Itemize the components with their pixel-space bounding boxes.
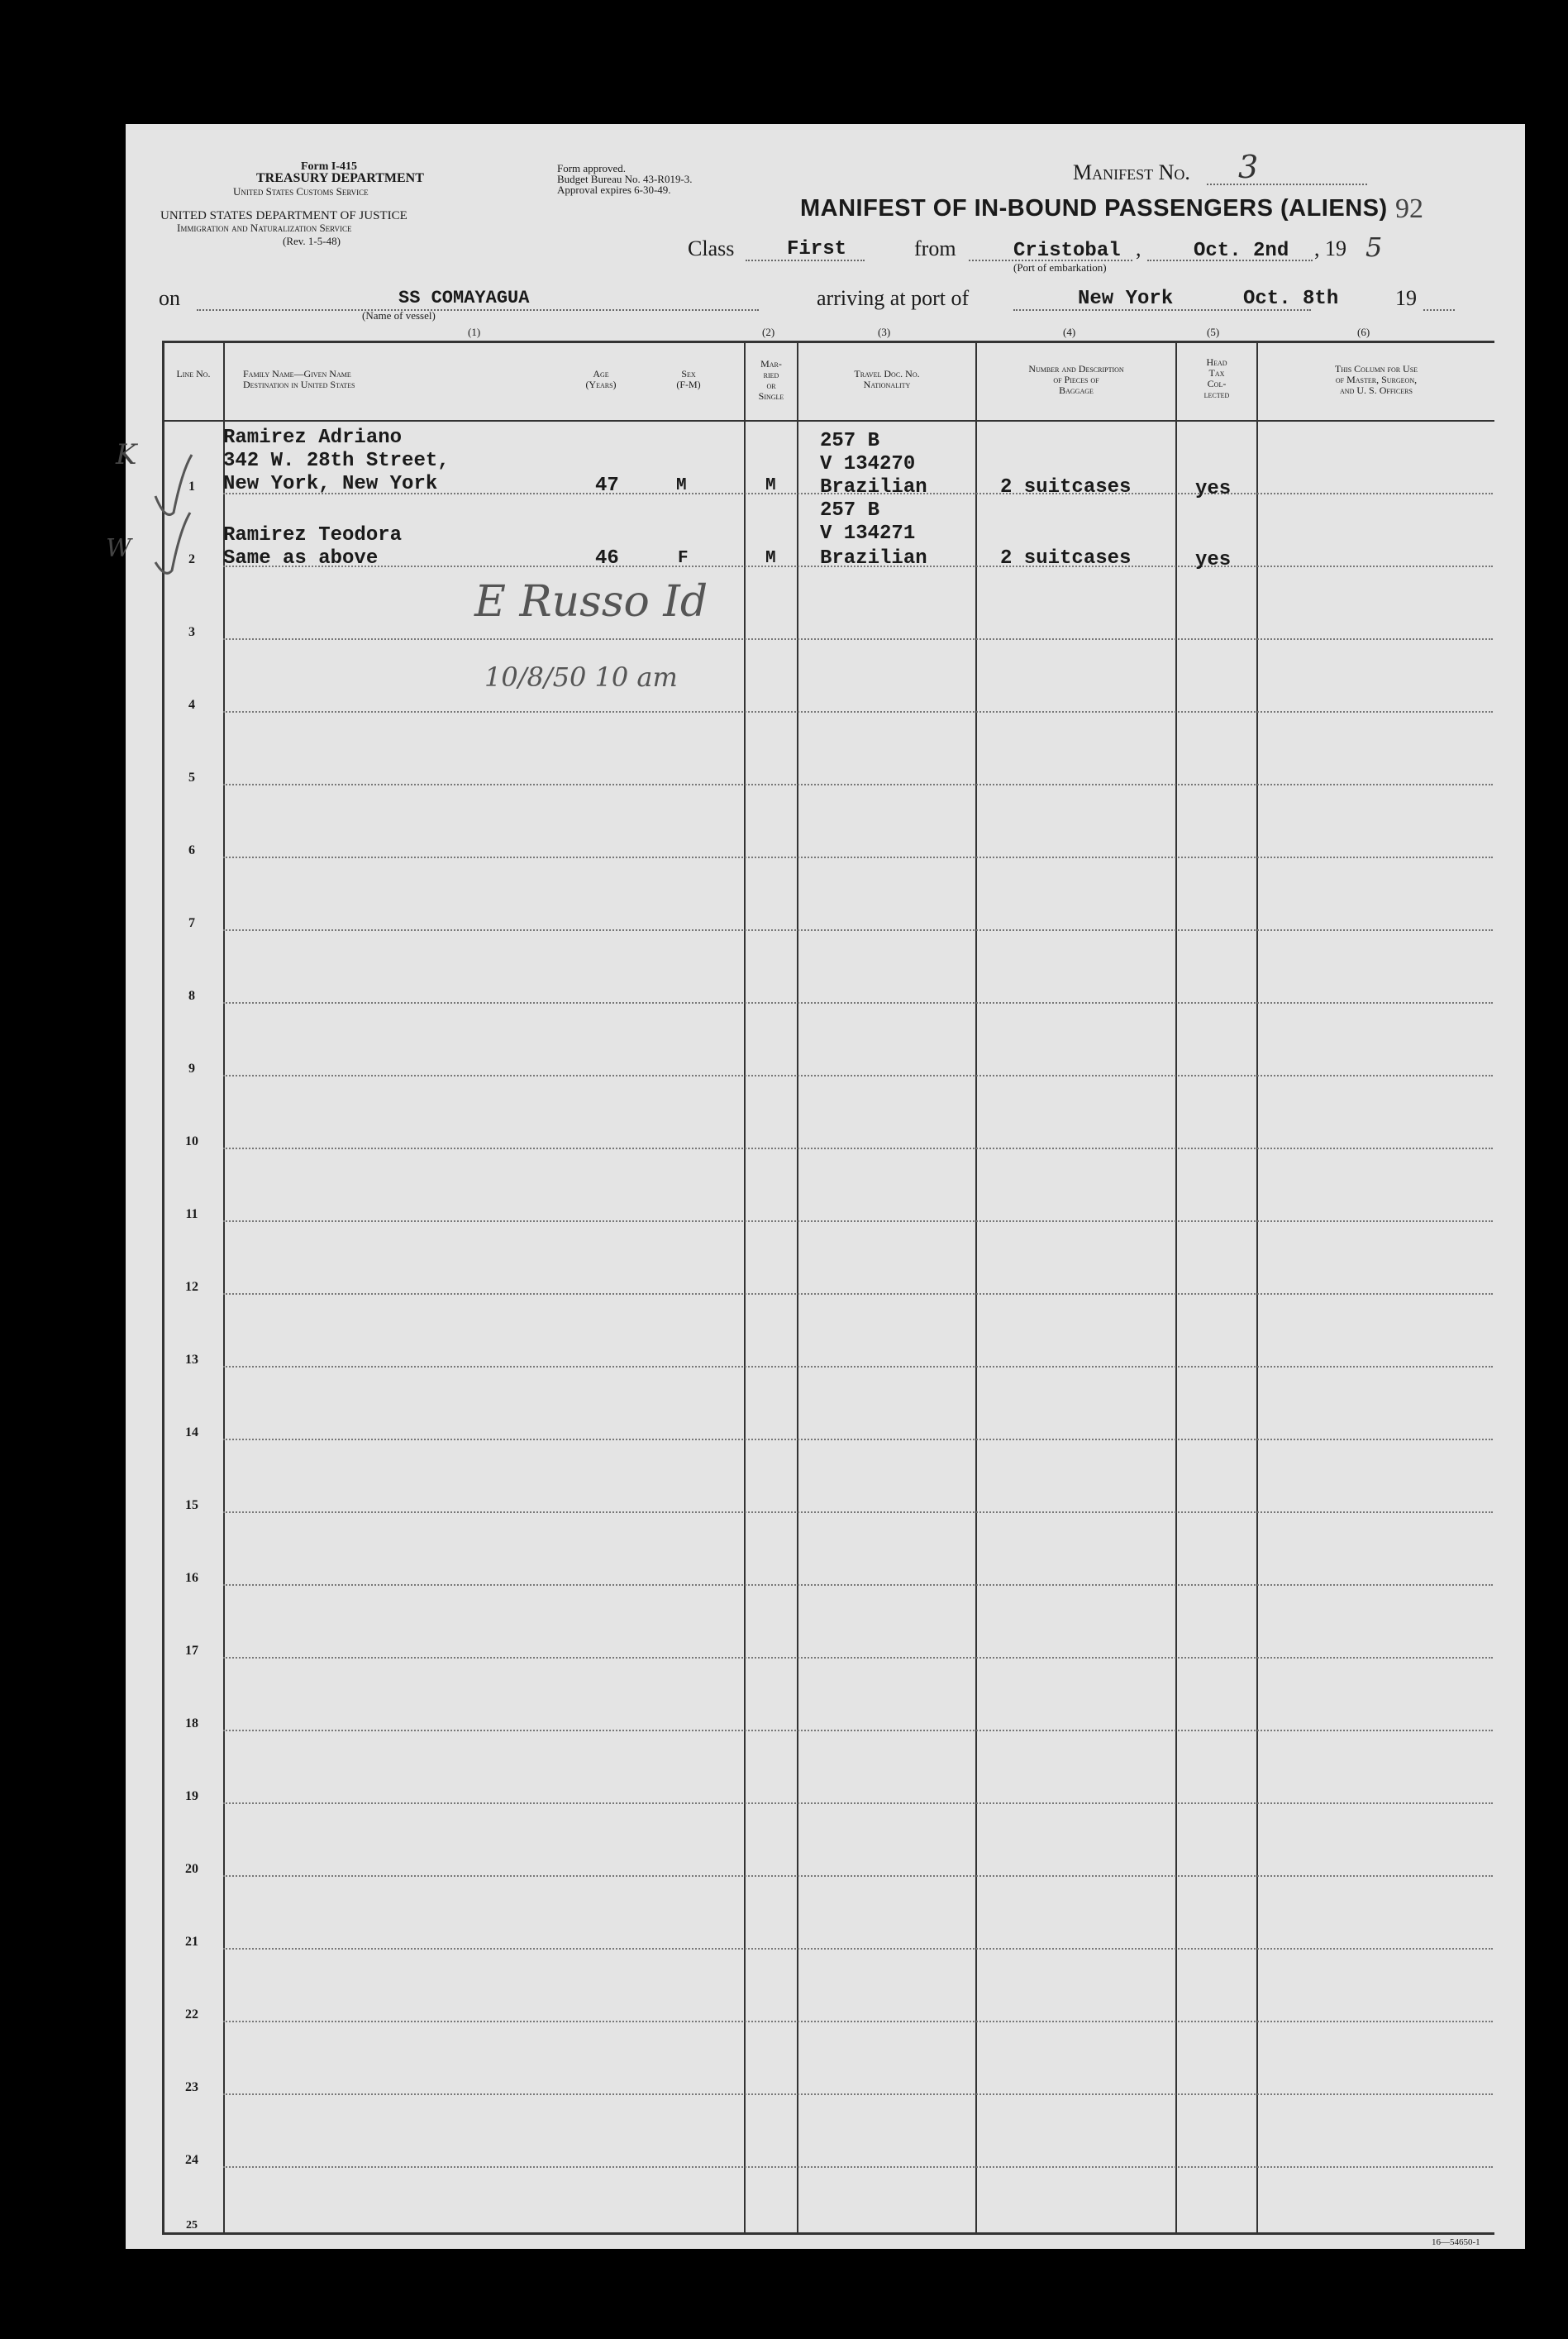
arrival-port: New York xyxy=(1078,288,1174,310)
margin-mark-k: K xyxy=(116,438,137,471)
passenger-2-name: Ramirez Teodora xyxy=(223,524,403,547)
page-number: 92 xyxy=(1395,193,1423,224)
column-header-officers: This Column for Use of Master, Surgeon, and U. S. Officers xyxy=(1334,363,1418,396)
manifest-no-label: Manifest No. xyxy=(1073,160,1190,184)
column-number: (4) xyxy=(1063,326,1076,338)
passenger-1-marital: M xyxy=(765,476,776,495)
passenger-1-doc-number: V 134270 xyxy=(820,453,916,475)
column-header-sex: Sex (F-M) xyxy=(676,368,701,390)
punch-hole xyxy=(89,1776,129,1816)
line-number: 18 xyxy=(185,1716,198,1730)
line-number: 21 xyxy=(185,1935,198,1949)
column-header-married: Mar- ried or Single xyxy=(758,358,784,402)
passenger-2-head-tax: yes xyxy=(1195,549,1232,571)
line-number: 5 xyxy=(188,771,195,785)
line-number: 12 xyxy=(185,1280,198,1294)
form-number: Form I-415 xyxy=(301,160,358,173)
punch-hole xyxy=(89,1561,129,1601)
column-header-name: Family Name—Given Name Destination in United States xyxy=(243,368,355,390)
departure-date: Oct. 2nd xyxy=(1194,240,1289,262)
line-number: 13 xyxy=(185,1353,198,1367)
line-number: 20 xyxy=(185,1862,198,1876)
embarkation-port: Cristobal xyxy=(1013,240,1121,262)
punch-hole xyxy=(89,170,129,210)
column-header-baggage: Number and Description of Pieces of Baggage xyxy=(1028,363,1124,396)
passenger-2-doc-series: 257 B xyxy=(820,499,880,522)
justice-department: UNITED STATES DEPARTMENT OF JUSTICE xyxy=(160,209,407,222)
approval-line-1: Form approved. xyxy=(557,162,627,174)
line-number: 3 xyxy=(188,625,195,639)
passenger-1-address: 342 W. 28th Street, xyxy=(223,450,450,472)
passenger-1-baggage: 2 suitcases xyxy=(1000,476,1132,499)
revision-date: (Rev. 1-5-48) xyxy=(283,235,341,247)
column-header-head-tax: Head Tax Col- lected xyxy=(1203,356,1230,400)
on-label: on xyxy=(159,286,180,310)
line-number: 14 xyxy=(185,1425,198,1439)
arriving-label: arriving at port of xyxy=(817,286,970,310)
inspector-signature: E Russo Id xyxy=(474,577,708,627)
class-label: Class xyxy=(688,236,735,260)
column-number: (6) xyxy=(1357,326,1370,338)
line-number: 2 xyxy=(188,552,195,566)
line-number: 19 xyxy=(185,1789,198,1803)
departure-year-suffix: 5 xyxy=(1365,232,1383,263)
departure-year-prefix: , 19 xyxy=(1314,236,1346,260)
column-number: (1) xyxy=(468,326,481,338)
punch-hole xyxy=(89,304,129,344)
approval-line-2: Budget Bureau No. 43-R019-3. xyxy=(557,173,693,185)
approval-line-3: Approval expires 6-30-49. xyxy=(557,184,671,196)
punch-hole xyxy=(89,1688,129,1728)
vessel-name: SS COMAYAGUA xyxy=(398,288,530,308)
margin-check-marks xyxy=(149,438,198,579)
line-number: 24 xyxy=(185,2153,198,2167)
line-number: 15 xyxy=(185,1498,198,1512)
punch-hole xyxy=(89,828,129,868)
passenger-1-city: New York, New York xyxy=(223,473,438,495)
punch-hole xyxy=(89,2075,129,2115)
page-title: MANIFEST OF IN-BOUND PASSENGERS (ALIENS) xyxy=(800,195,1388,222)
arrival-year: 19 xyxy=(1395,286,1417,310)
punch-hole xyxy=(89,2203,129,2242)
department-name: TREASURY DEPARTMENT xyxy=(256,171,424,185)
column-number: (3) xyxy=(878,326,891,338)
passenger-2-sex: F xyxy=(678,549,689,568)
passenger-1-sex: M xyxy=(676,476,687,495)
line-number: 23 xyxy=(185,2080,198,2094)
line-number: 11 xyxy=(185,1207,198,1221)
passenger-1-name: Ramirez Adriano xyxy=(223,427,403,449)
punch-hole xyxy=(89,594,129,633)
passenger-2-address: Same as above xyxy=(223,547,379,570)
column-number: (5) xyxy=(1207,326,1220,338)
immigration-service: Immigration and Naturalization Service xyxy=(177,222,352,234)
class-value: First xyxy=(787,238,847,260)
form-print-code: 16—54650-1 xyxy=(1432,2237,1480,2247)
line-number: 17 xyxy=(185,1644,198,1658)
passenger-2-nationality: Brazilian xyxy=(820,547,927,570)
line-number: 8 xyxy=(188,989,195,1003)
manifest-page: Form I-415 TREASURY DEPARTMENT United States Customs Service UNITED STATES DEPARTMENT OF JUSTICE Immigration and Naturalization Service (Rev. 1-5-48) Form approved. Budget Bureau No. 43-R019-3. Approval expires 6-30-49. Manifest No. 3 MANIFEST OF IN-BOUND PASSENGERS (ALIENS) 92 Class First from Cristobal (Port of embarkation) , Oct. 2nd , 19 5 on SS COMAYAGUA (Name of vessel) arriving at port of New York Oct. 8th 19 (1) (2) (3) (4) (5) (6) Line No. Family Name—Given Name Destination in United States Age (Years) Sex (F-M) Mar- ried or Single Travel Doc. No. Nationality Number and Description of Pieces of Baggage Head Tax Col- lected This Column for Use of Master, Surgeon, and U. S. Officers 1 2 3 4 5 6 7 8 9 10 11 12 13 14 15 16 17 18 19 20 21 22 23 24 25 Ramirez Adriano 342 W. 28th Street, New York, New York 47 M M 257 B V 134270 Brazilian 2 suitcases yes Ramirez Teodora Same as above 46 F M 257 B V 134271 Brazilian 2 suitcases yes E Russo Id 10/8/50 10 am K W 16—54650-1 xyxy=(126,124,1525,2249)
line-number: 7 xyxy=(188,916,195,930)
column-header-age: Age (Years) xyxy=(585,368,617,390)
passenger-2-marital: M xyxy=(765,549,776,568)
line-number: 25 xyxy=(186,2219,198,2232)
service-name: United States Customs Service xyxy=(233,185,369,198)
line-number: 9 xyxy=(188,1062,195,1076)
passenger-1-nationality: Brazilian xyxy=(820,476,927,499)
line-number: 22 xyxy=(185,2007,198,2022)
manifest-no-value: 3 xyxy=(1238,149,1259,185)
column-number: (2) xyxy=(762,326,775,338)
passenger-1-doc-series: 257 B xyxy=(820,430,880,452)
passenger-1-head-tax: yes xyxy=(1195,478,1232,500)
line-number: 1 xyxy=(188,480,195,494)
arrival-date: Oct. 8th xyxy=(1243,288,1339,310)
line-number: 4 xyxy=(188,698,195,712)
inspection-date-note: 10/8/50 10 am xyxy=(484,661,678,693)
passenger-2-age: 46 xyxy=(595,547,619,570)
column-header-line: Line No. xyxy=(176,368,211,379)
passenger-2-doc-number: V 134271 xyxy=(820,523,916,545)
from-label: from xyxy=(914,236,956,260)
passenger-1-age: 47 xyxy=(595,475,619,497)
column-header-travel-doc: Travel Doc. No. Nationality xyxy=(854,368,920,390)
line-number: 6 xyxy=(188,843,195,857)
port-caption: (Port of embarkation) xyxy=(1013,261,1107,274)
line-number: 16 xyxy=(185,1571,198,1585)
vessel-caption: (Name of vessel) xyxy=(362,309,436,322)
line-number: 10 xyxy=(185,1134,198,1148)
passenger-2-baggage: 2 suitcases xyxy=(1000,547,1132,570)
margin-mark-w: W xyxy=(106,534,131,563)
